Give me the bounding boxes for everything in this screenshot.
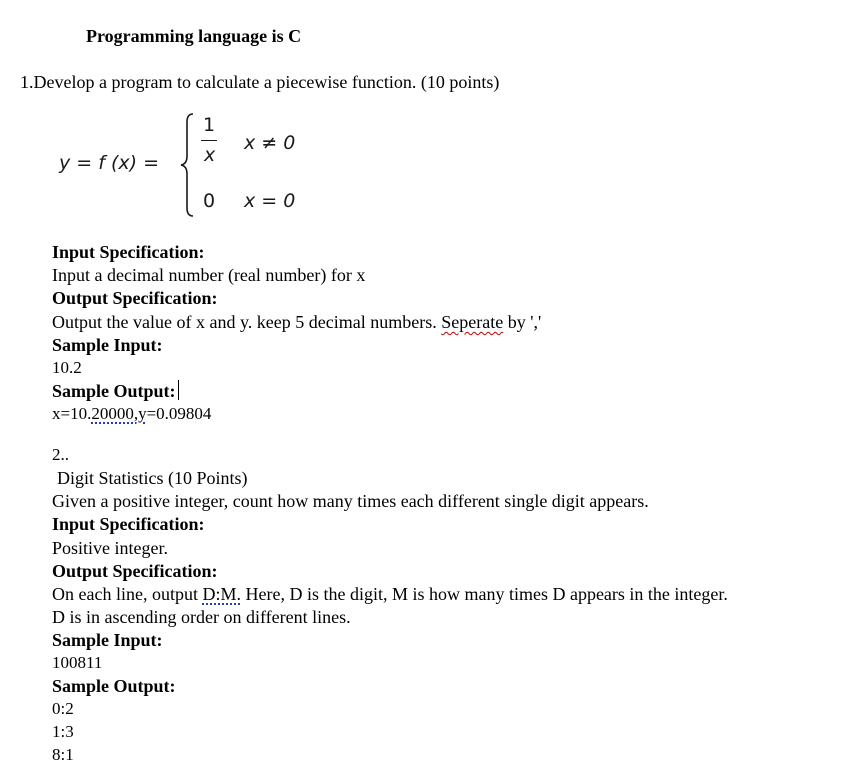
p1-sample-output-value: [52, 403, 211, 425]
p2-output-spec-line1-c: Here, D is the digit, M is how many times D appears in the integer.: [245, 584, 728, 604]
p2-output-spec-label: Output Specification:: [52, 561, 218, 581]
p1-input-spec-label: Input Specification:: [52, 242, 205, 262]
spelling-error-word[interactable]: Seperate: [441, 312, 504, 332]
p1-sample-input-value: 10.2: [52, 358, 82, 377]
p2-sample-output-label: Sample Output:: [52, 676, 176, 696]
problem2-title: Digit Statistics (10 Points): [57, 468, 248, 488]
grammar-flag-dm[interactable]: D:M.: [202, 584, 241, 604]
p1-sample-output-a: x=10.: [52, 404, 92, 423]
case1-denominator: x: [204, 144, 216, 166]
sample-output-line: 1:3: [52, 722, 74, 741]
case2-value: 0: [203, 190, 216, 212]
p1-sample-output-c: =0.09804: [146, 404, 212, 423]
p2-sample-input-value: 100811: [52, 653, 103, 672]
case1-condition: x ≠ 0: [244, 132, 296, 154]
grammar-flag-text[interactable]: 20000,y: [91, 404, 147, 423]
sample-output-line: 8:1: [52, 745, 74, 764]
formula-lhs: y = f (x) =: [59, 152, 160, 174]
document-title: Programming language is C: [86, 26, 302, 46]
p2-output-spec-line2: D is in ascending order on different lines.: [52, 607, 351, 627]
fraction-bar: [201, 140, 217, 141]
left-brace-icon: [179, 112, 199, 218]
case2-condition: x = 0: [244, 190, 296, 212]
problem1-heading: 1.Develop a program to calculate a piecewise function. (10 points): [20, 72, 500, 92]
p1-output-spec-text-a: Output the value of x and y. keep 5 decimal numbers.: [52, 312, 437, 332]
p1-sample-output-label: [52, 380, 179, 402]
case1-numerator: 1: [203, 114, 216, 136]
p1-output-spec-text: [52, 311, 541, 333]
problem2-description: Given a positive integer, count how many times each different single digit appears.: [52, 491, 649, 511]
p2-input-spec-text: Positive integer.: [52, 538, 168, 558]
p1-input-spec-text: Input a decimal number (real number) for x: [52, 265, 366, 285]
sample-output-line: 0:2: [52, 699, 74, 718]
piecewise-formula: [55, 108, 315, 220]
text-cursor: [178, 380, 179, 400]
p1-output-spec-label: Output Specification:: [52, 288, 218, 308]
p2-output-spec-line1-a: On each line, output: [52, 584, 198, 604]
p2-sample-input-label: Sample Input:: [52, 630, 163, 650]
problem2-number: 2..: [52, 445, 69, 464]
p1-sample-output-label-text: Sample Output:: [52, 381, 176, 401]
p2-input-spec-label: Input Specification:: [52, 514, 205, 534]
p2-output-spec-line1: [52, 583, 728, 605]
p1-sample-input-label: Sample Input:: [52, 335, 163, 355]
p1-output-spec-text-c: by ',': [507, 312, 542, 332]
